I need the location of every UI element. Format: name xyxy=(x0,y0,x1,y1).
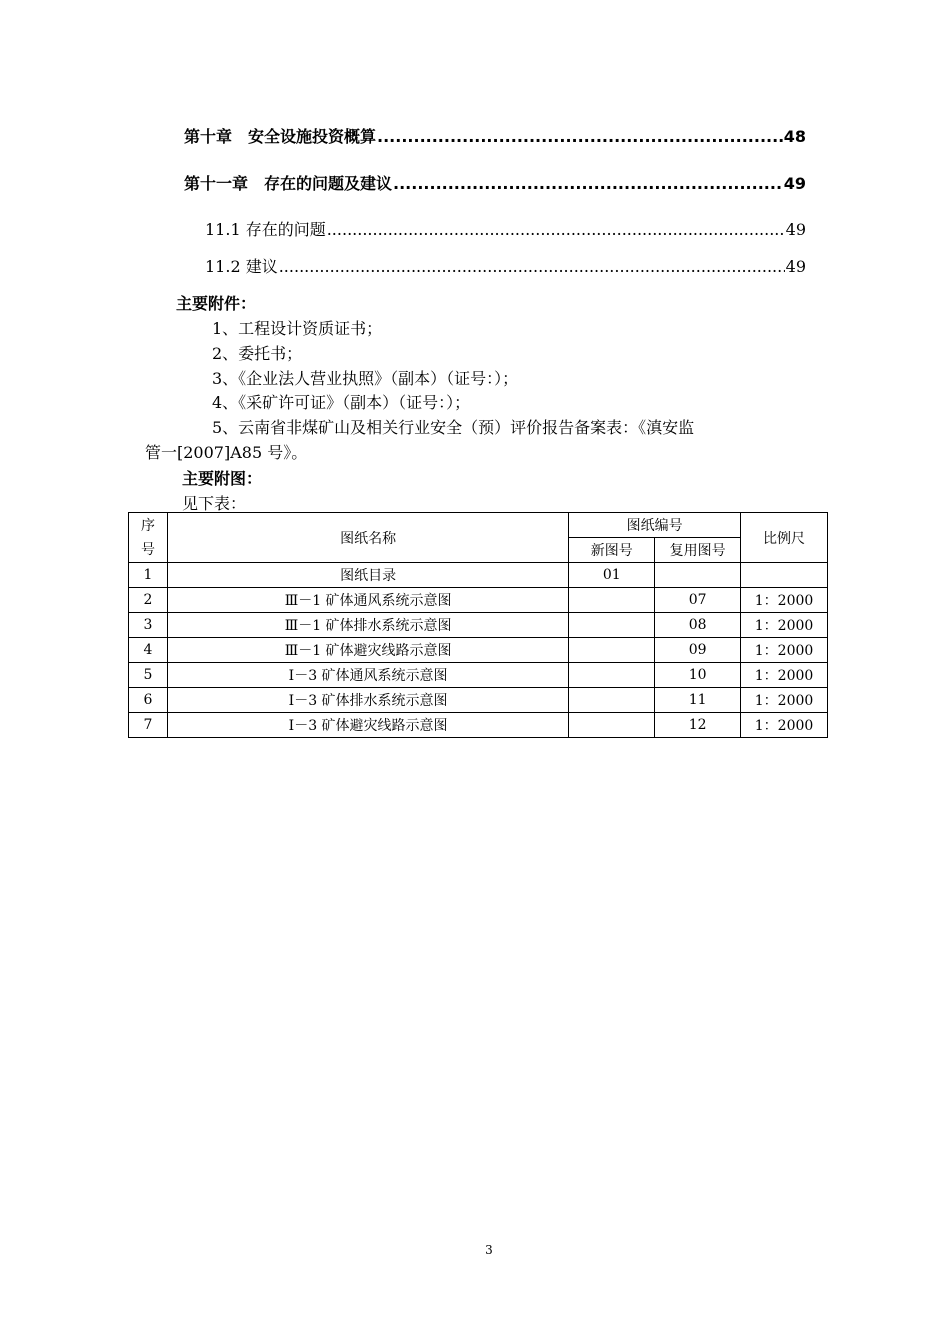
attachment-item-4: 4、《采矿许可证》（副本）（证号：）； xyxy=(212,393,471,412)
cell-reuse-no: 12 xyxy=(655,713,741,738)
cell-scale: 1：2000 xyxy=(741,638,828,663)
table-row xyxy=(129,713,828,738)
cell-scale: 1：2000 xyxy=(741,688,828,713)
cell-new-no xyxy=(569,588,655,613)
table-row xyxy=(129,663,828,688)
table-row xyxy=(129,588,828,613)
cell-new-no xyxy=(569,663,655,688)
cell-name: Ⅰ－3 矿体排水系统示意图 xyxy=(167,688,568,713)
toc-leader-dots xyxy=(393,174,783,193)
cell-seq: 2 xyxy=(129,588,168,613)
figures-intro: 见下表： xyxy=(182,494,247,513)
cell-name: Ⅰ－3 矿体通风系统示意图 xyxy=(167,663,568,688)
attachment-item-5-continued: 管一[2007]A85 号》。 xyxy=(145,443,308,462)
page-number: 3 xyxy=(485,1243,493,1257)
cell-seq: 4 xyxy=(129,638,168,663)
header-seq-text: 序号 xyxy=(140,517,155,558)
cell-new-no xyxy=(569,688,655,713)
toc-leader-dots xyxy=(327,220,785,239)
cell-reuse-no: 07 xyxy=(655,588,741,613)
toc-page-number: 49 xyxy=(785,220,806,239)
attachment-item-3: 3、《企业法人营业执照》（副本）（证号：）； xyxy=(212,369,519,388)
toc-section-11-1[interactable] xyxy=(205,217,806,240)
table-row xyxy=(129,638,828,663)
toc-leader-dots xyxy=(279,257,785,276)
toc-section-label: 11.1 存在的问题 xyxy=(205,220,326,239)
cell-seq: 1 xyxy=(129,563,168,588)
header-new-no: 新图号 xyxy=(569,538,655,563)
cell-seq: 5 xyxy=(129,663,168,688)
cell-name: Ⅰ－3 矿体避灾线路示意图 xyxy=(167,713,568,738)
cell-scale: 1：2000 xyxy=(741,588,828,613)
table-row xyxy=(129,613,828,638)
header-scale: 比例尺 xyxy=(741,513,828,563)
cell-scale: 1：2000 xyxy=(741,713,828,738)
cell-scale xyxy=(741,563,828,588)
header-name: 图纸名称 xyxy=(167,513,568,563)
toc-chapter-label: 第十一章 存在的问题及建议 xyxy=(184,174,393,193)
cell-reuse-no: 09 xyxy=(655,638,741,663)
toc-leader-dots xyxy=(377,127,783,146)
cell-new-no: 01 xyxy=(569,563,655,588)
toc-section-label: 11.2 建议 xyxy=(205,257,278,276)
header-number-group: 图纸编号 xyxy=(569,513,741,538)
toc-chapter-10[interactable] xyxy=(184,124,806,147)
cell-new-no xyxy=(569,613,655,638)
header-seq xyxy=(129,513,168,563)
table-row xyxy=(129,563,828,588)
figures-table xyxy=(128,512,828,738)
cell-seq: 7 xyxy=(129,713,168,738)
cell-scale: 1：2000 xyxy=(741,663,828,688)
table-header-row xyxy=(129,513,828,538)
cell-seq: 6 xyxy=(129,688,168,713)
toc-page-number: 48 xyxy=(783,127,806,146)
table-row xyxy=(129,688,828,713)
toc-page-number: 49 xyxy=(785,257,806,276)
toc-chapter-label: 第十章 安全设施投资概算 xyxy=(184,127,377,146)
toc-section-11-2[interactable] xyxy=(205,254,806,277)
toc-chapter-11[interactable] xyxy=(184,171,806,194)
cell-name: Ⅲ－1 矿体避灾线路示意图 xyxy=(167,638,568,663)
cell-scale: 1：2000 xyxy=(741,613,828,638)
cell-name: 图纸目录 xyxy=(167,563,568,588)
cell-name: Ⅲ－1 矿体排水系统示意图 xyxy=(167,613,568,638)
cell-seq: 3 xyxy=(129,613,168,638)
cell-name: Ⅲ－1 矿体通风系统示意图 xyxy=(167,588,568,613)
attachments-heading: 主要附件： xyxy=(176,294,257,313)
attachment-item-2: 2、委托书； xyxy=(212,344,303,363)
figures-heading: 主要附图： xyxy=(182,469,263,488)
cell-reuse-no xyxy=(655,563,741,588)
cell-new-no xyxy=(569,638,655,663)
cell-reuse-no: 10 xyxy=(655,663,741,688)
cell-reuse-no: 08 xyxy=(655,613,741,638)
toc-page-number: 49 xyxy=(783,174,806,193)
cell-new-no xyxy=(569,713,655,738)
header-reuse-no: 复用图号 xyxy=(655,538,741,563)
attachment-item-1: 1、工程设计资质证书； xyxy=(212,319,383,338)
cell-reuse-no: 11 xyxy=(655,688,741,713)
attachment-item-5: 5、云南省非煤矿山及相关行业安全（预）评价报告备案表：《滇安监 xyxy=(212,418,695,437)
